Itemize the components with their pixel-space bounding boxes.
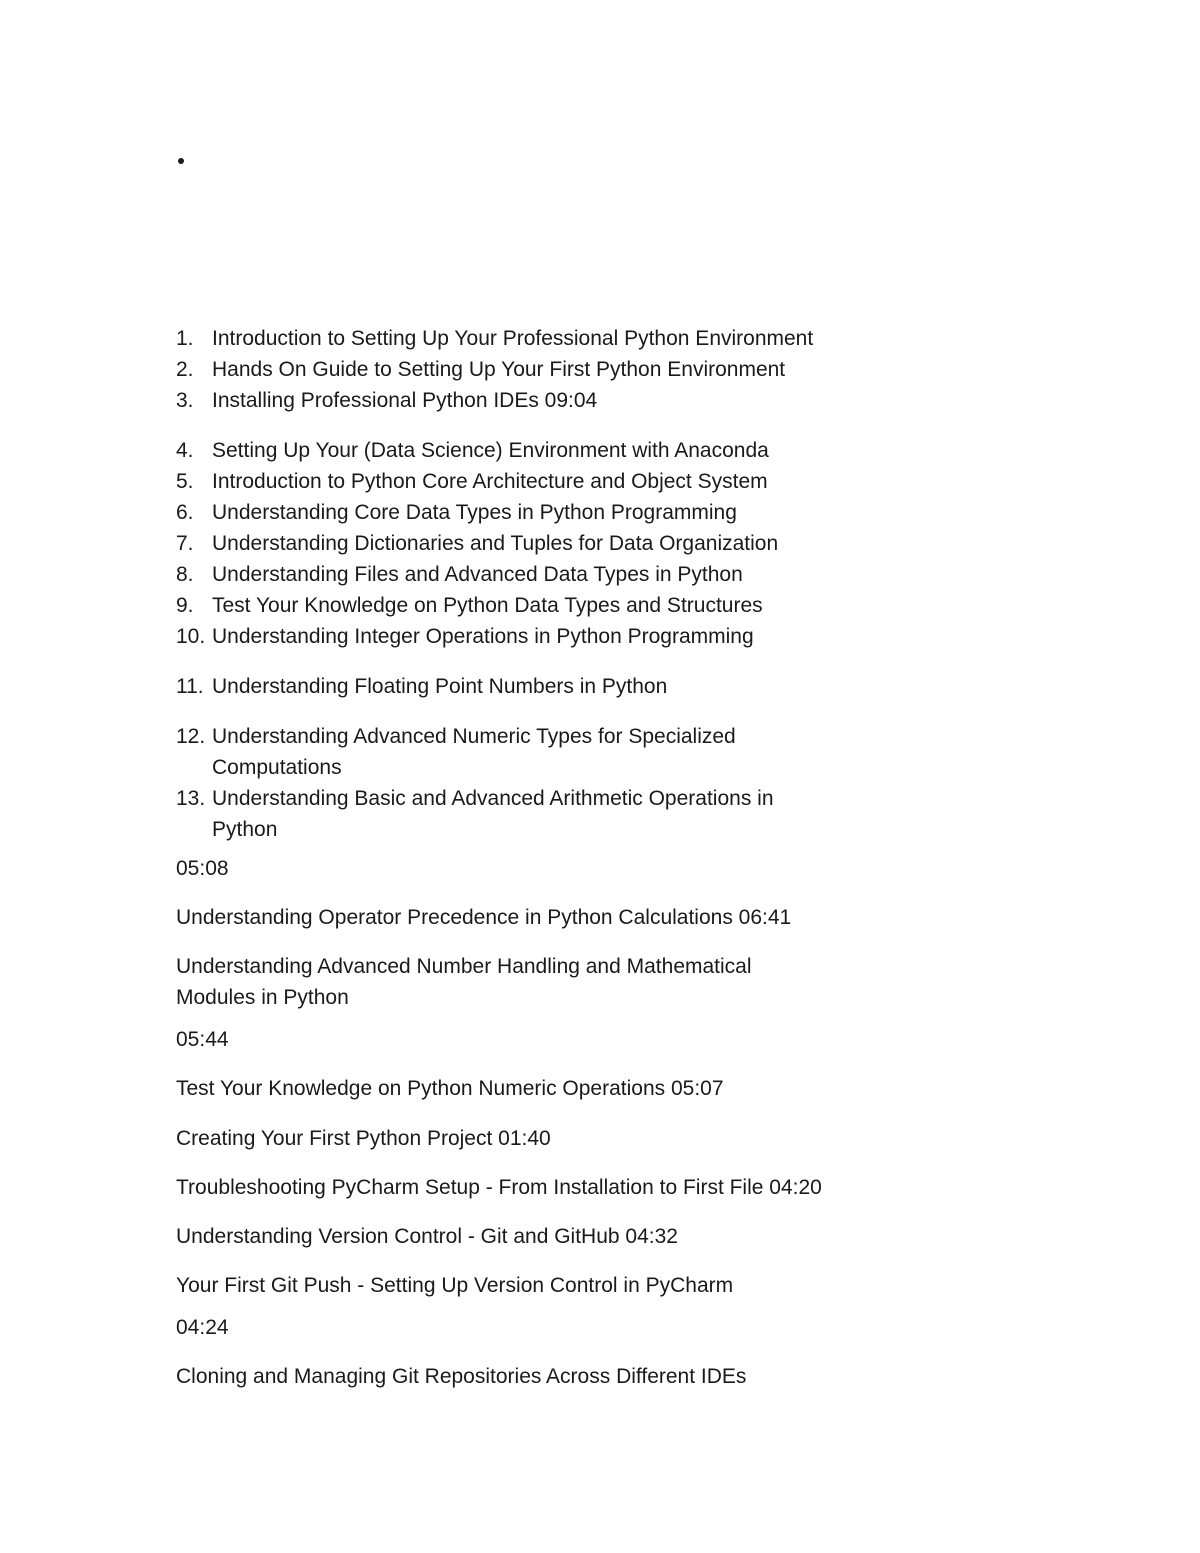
list-item: 11. Understanding Floating Point Numbers in Python bbox=[176, 675, 668, 698]
list-item: 4. Setting Up Your (Data Science) Environment with Anaconda bbox=[176, 439, 769, 462]
lesson-line: Test Your Knowledge on Python Numeric Operations 05:07 bbox=[176, 1077, 724, 1100]
duration-text: 05:08 bbox=[176, 857, 229, 880]
list-item: 12. Understanding Advanced Numeric Types for Specialized Computations bbox=[176, 725, 736, 779]
numbered-list bbox=[176, 323, 856, 845]
list-item: 13. Understanding Basic and Advanced Arithmetic Operations in Python bbox=[176, 787, 774, 841]
list-item: 1. Introduction to Setting Up Your Professional Python Environment bbox=[176, 327, 814, 350]
list-item: 7. Understanding Dictionaries and Tuples for Data Organization bbox=[176, 532, 779, 555]
duration-text: 04:24 bbox=[176, 1316, 229, 1339]
list-item: 3. Installing Professional Python IDEs 09:04 bbox=[176, 389, 598, 412]
bullet-point bbox=[178, 158, 184, 164]
list-item: 5. Introduction to Python Core Architecture and Object System bbox=[176, 470, 768, 493]
lesson-line: Cloning and Managing Git Repositories Across Different IDEs bbox=[176, 1365, 747, 1388]
lesson-line: Creating Your First Python Project 01:40 bbox=[176, 1127, 551, 1150]
lesson-line: Troubleshooting PyCharm Setup - From Installation to First File 04:20 bbox=[176, 1176, 822, 1199]
list-item: 6. Understanding Core Data Types in Python Programming bbox=[176, 501, 737, 524]
list-item: 8. Understanding Files and Advanced Data Types in Python bbox=[176, 563, 743, 586]
duration-text: 05:44 bbox=[176, 1028, 229, 1051]
lesson-line: Your First Git Push - Setting Up Version Control in PyCharm bbox=[176, 1274, 734, 1297]
lesson-line: Understanding Version Control - Git and GitHub 04:32 bbox=[176, 1225, 678, 1248]
lesson-line: Understanding Advanced Number Handling and Mathematical Modules in Python bbox=[176, 955, 752, 1009]
list-item: 10. Understanding Integer Operations in Python Programming bbox=[176, 625, 754, 648]
list-item: 2. Hands On Guide to Setting Up Your First Python Environment bbox=[176, 358, 786, 381]
list-item: 9. Test Your Knowledge on Python Data Types and Structures bbox=[176, 594, 763, 617]
lesson-line: Understanding Operator Precedence in Python Calculations 06:41 bbox=[176, 906, 792, 929]
